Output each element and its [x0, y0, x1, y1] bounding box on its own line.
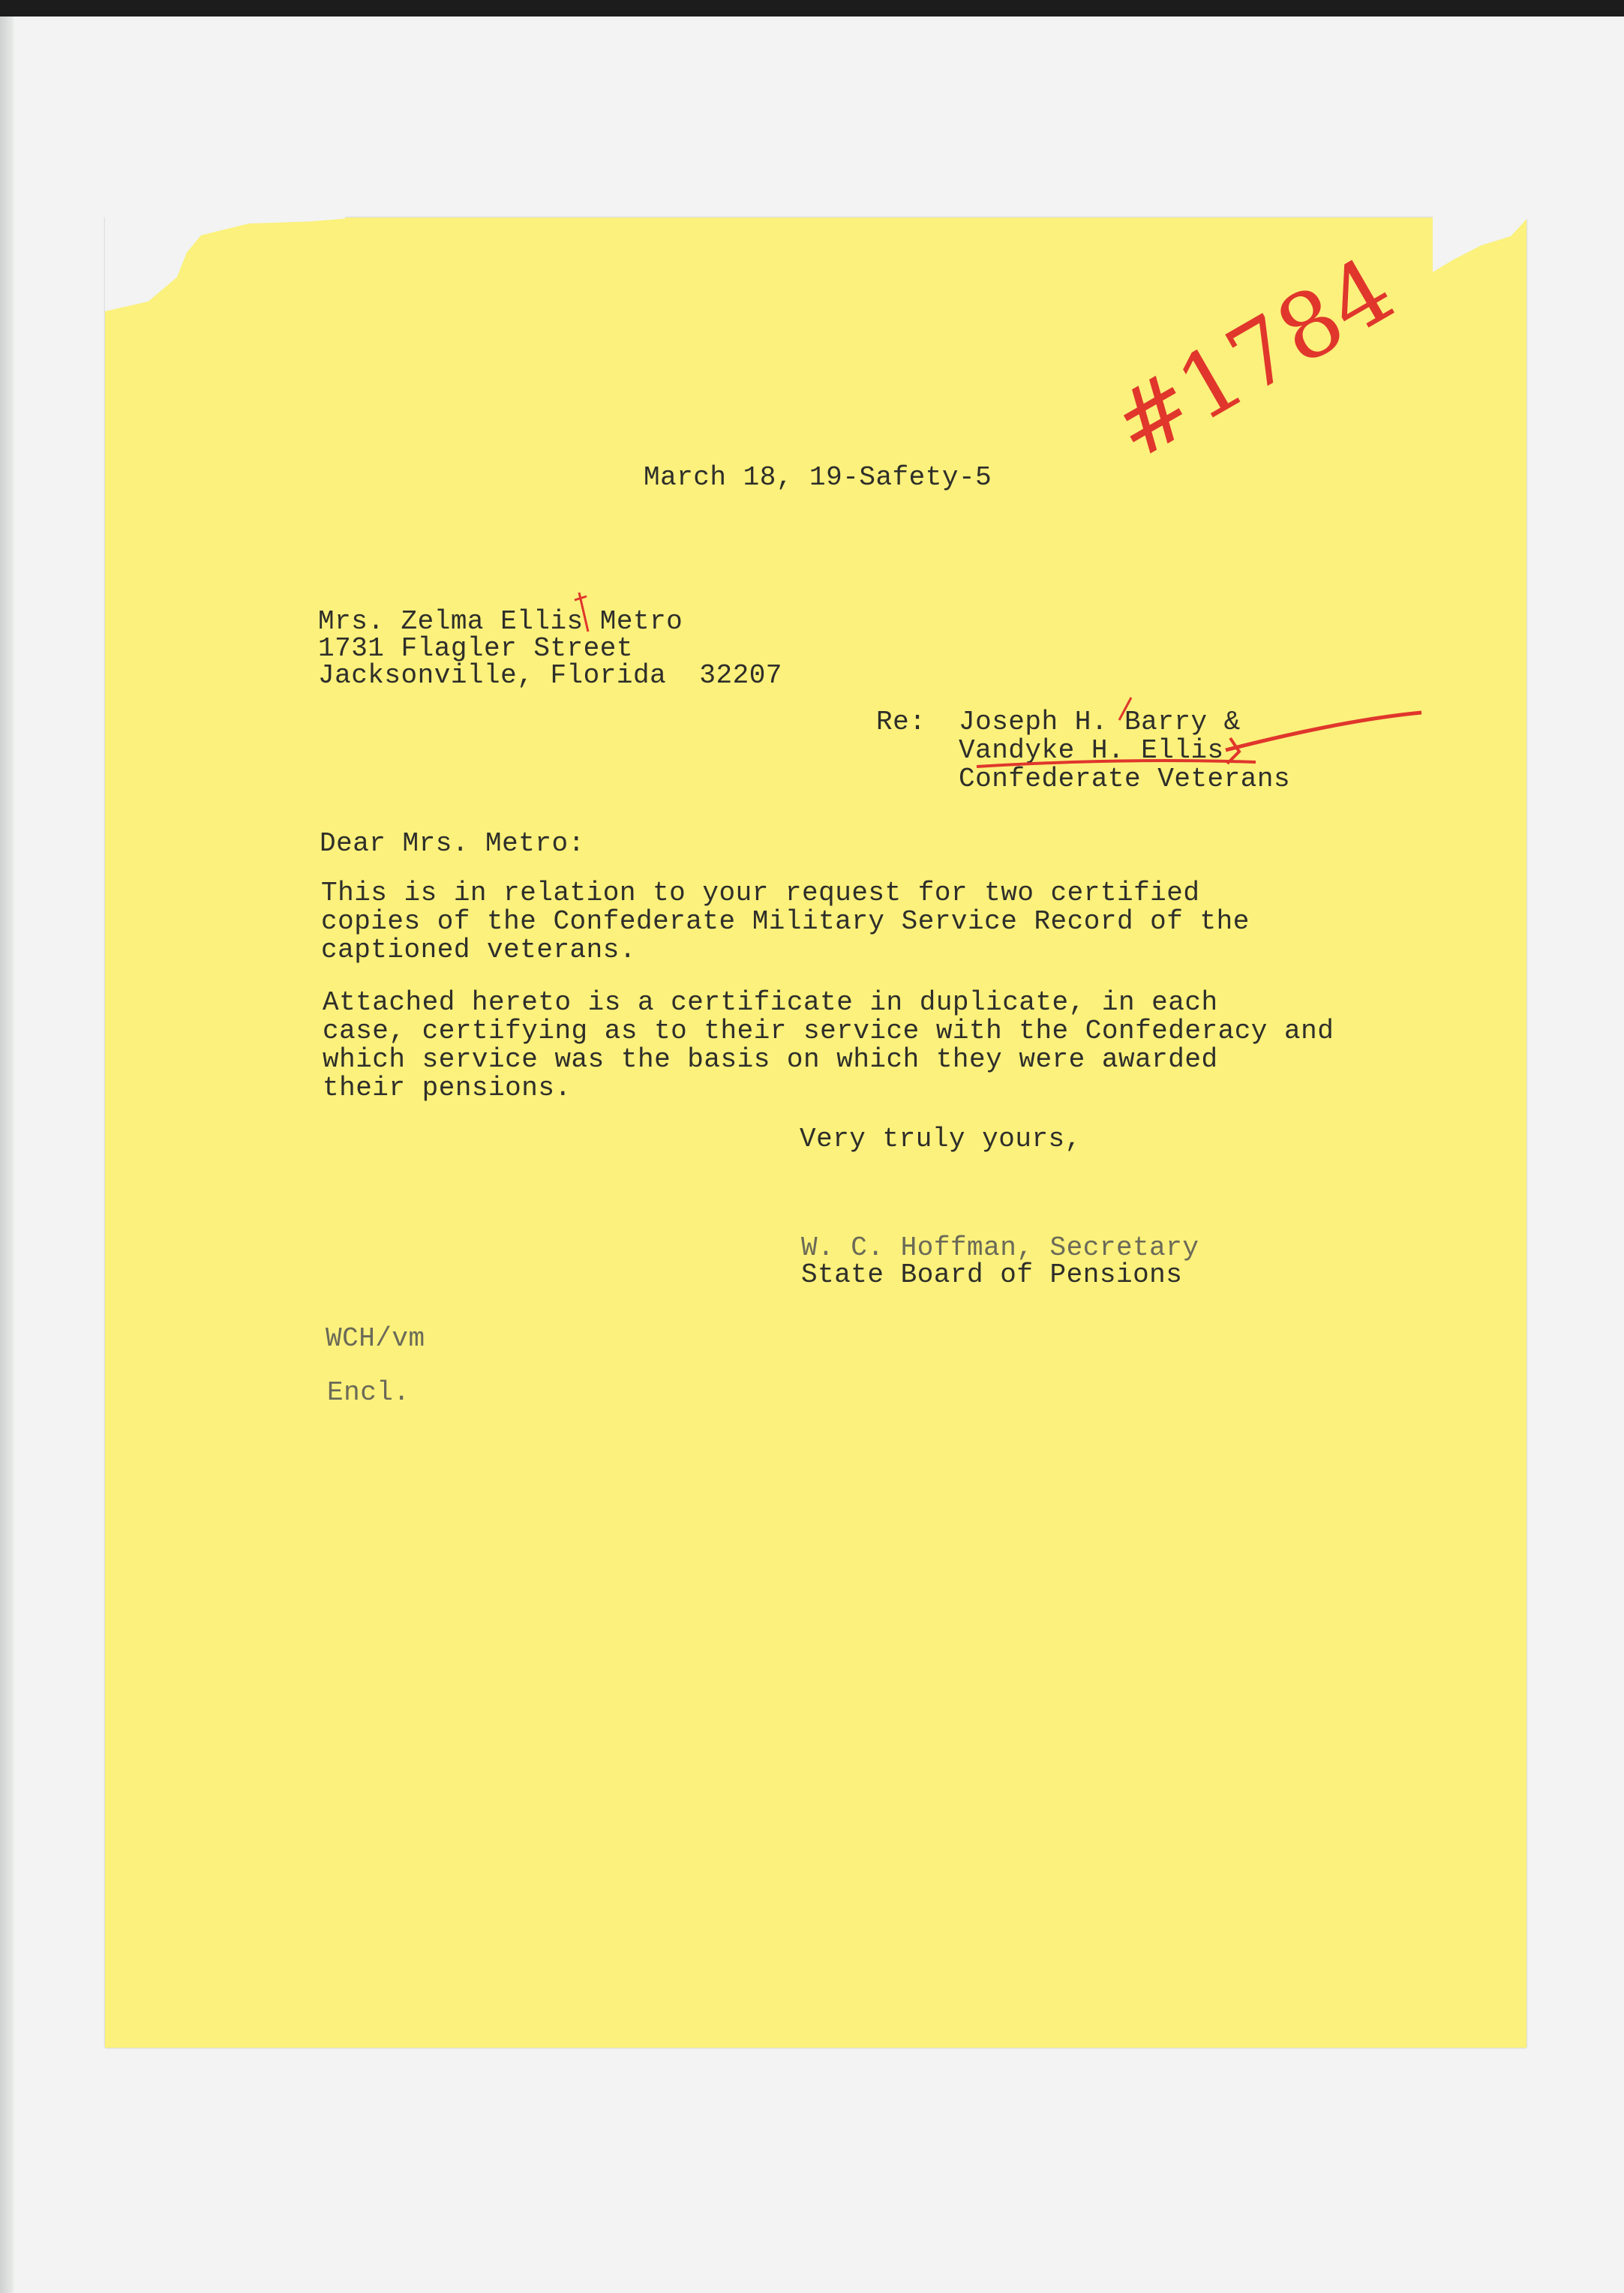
enclosure-note: Encl.: [327, 1377, 410, 1408]
closing: Very truly yours,: [800, 1124, 1082, 1154]
salutation: Dear Mrs. Metro:: [320, 828, 585, 859]
signature-name: W. C. Hoffman, Secretary: [801, 1232, 1199, 1263]
re-line-3: Confederate Veterans: [959, 764, 1291, 794]
re-line-1: Joseph H. Barry &: [959, 707, 1241, 737]
letter-date: March 18, 19-Safety-5: [644, 462, 992, 493]
paragraph-2-line-1: Attached hereto is a certificate in duplicate, in each: [323, 987, 1218, 1018]
re-line-2: Vandyke H. Ellis: [959, 735, 1224, 766]
scanner-left-edge: [0, 17, 14, 2293]
signature-title: State Board of Pensions: [801, 1259, 1183, 1290]
paragraph-1-line-1: This is in relation to your request for two certified: [321, 878, 1200, 908]
paragraph-2-line-4: their pensions.: [323, 1073, 572, 1103]
file-number-annotation: #1784: [1095, 238, 1412, 481]
typist-initials: WCH/vm: [326, 1323, 425, 1354]
scanner-edge: [0, 0, 1624, 17]
recipient-name: Mrs. Zelma Ellis Metro: [318, 606, 683, 637]
paragraph-2-line-3: which service was the basis on which they were awarded: [323, 1044, 1218, 1075]
re-label: Re:: [876, 707, 926, 737]
paragraph-1-line-3: captioned veterans.: [321, 935, 636, 965]
recipient-street: 1731 Flagler Street: [318, 633, 633, 664]
paragraph-2-line-2: case, certifying as to their service with the Confederacy and: [323, 1016, 1334, 1046]
paragraph-1-line-2: copies of the Confederate Military Service Record of the: [321, 906, 1250, 937]
recipient-city: Jacksonville, Florida 32207: [318, 660, 782, 691]
